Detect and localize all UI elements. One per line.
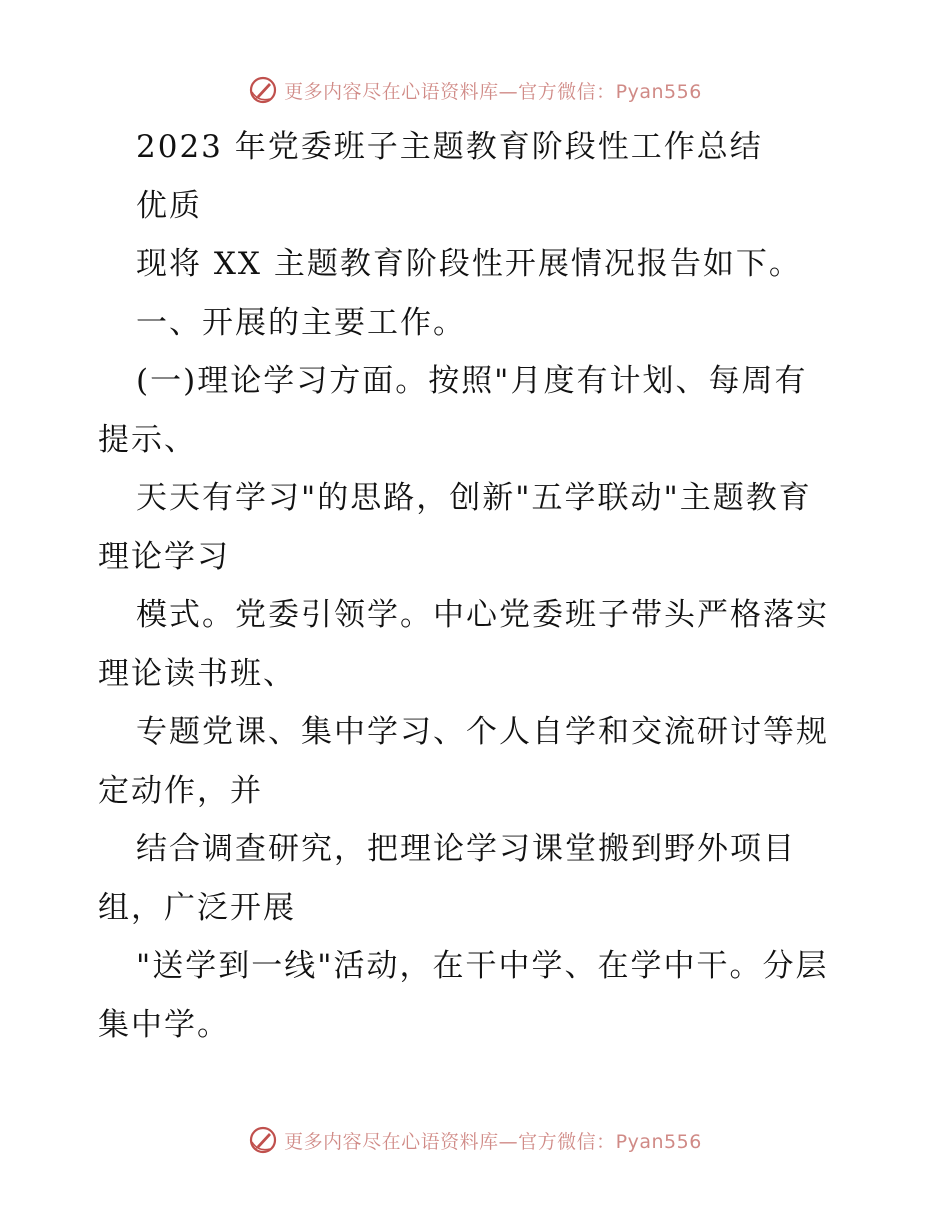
text-line: 模式。党委引领学。中心党委班子带头严格落实 xyxy=(136,597,829,633)
text-line: 结合调查研究，把理论学习课堂搬到野外项目 xyxy=(136,831,796,867)
text-line: 集中学。 xyxy=(98,1006,230,1043)
text-line: 提示、 xyxy=(98,421,197,458)
document-title: 2023 年党委班子主题教育阶段性工作总结 xyxy=(136,129,763,165)
text-line: 理论读书班、 xyxy=(98,655,296,692)
text-line: "送学到一线"活动，在干中学、在学中干。分层 xyxy=(136,948,829,984)
text-line: 天天有学习"的思路，创新"五学联动"主题教育 xyxy=(136,480,812,516)
text-line: 组，广泛开展 xyxy=(98,889,296,926)
footer-banner-text: 更多内容尽在心语资料库—官方微信：Pyan556 xyxy=(284,1130,702,1153)
section-heading: 一、开展的主要工作。 xyxy=(136,304,466,341)
header-banner-text: 更多内容尽在心语资料库—官方微信：Pyan556 xyxy=(284,80,702,103)
text-line: 定动作，并 xyxy=(98,772,263,809)
footer-banner xyxy=(0,1120,950,1160)
text-line: 理论学习 xyxy=(98,538,230,575)
header-banner xyxy=(0,70,950,110)
document-body xyxy=(98,118,868,1054)
text-line: (一)理论学习方面。按照"月度有计划、每周有 xyxy=(136,363,808,399)
text-line: 优质 xyxy=(136,187,202,224)
text-line: 现将 XX 主题教育阶段性开展情况报告如下。 xyxy=(136,246,802,282)
text-line: 专题党课、集中学习、个人自学和交流研讨等规 xyxy=(136,714,829,750)
quill-pen-logo-icon xyxy=(248,1125,278,1155)
quill-pen-logo-icon xyxy=(248,75,278,105)
